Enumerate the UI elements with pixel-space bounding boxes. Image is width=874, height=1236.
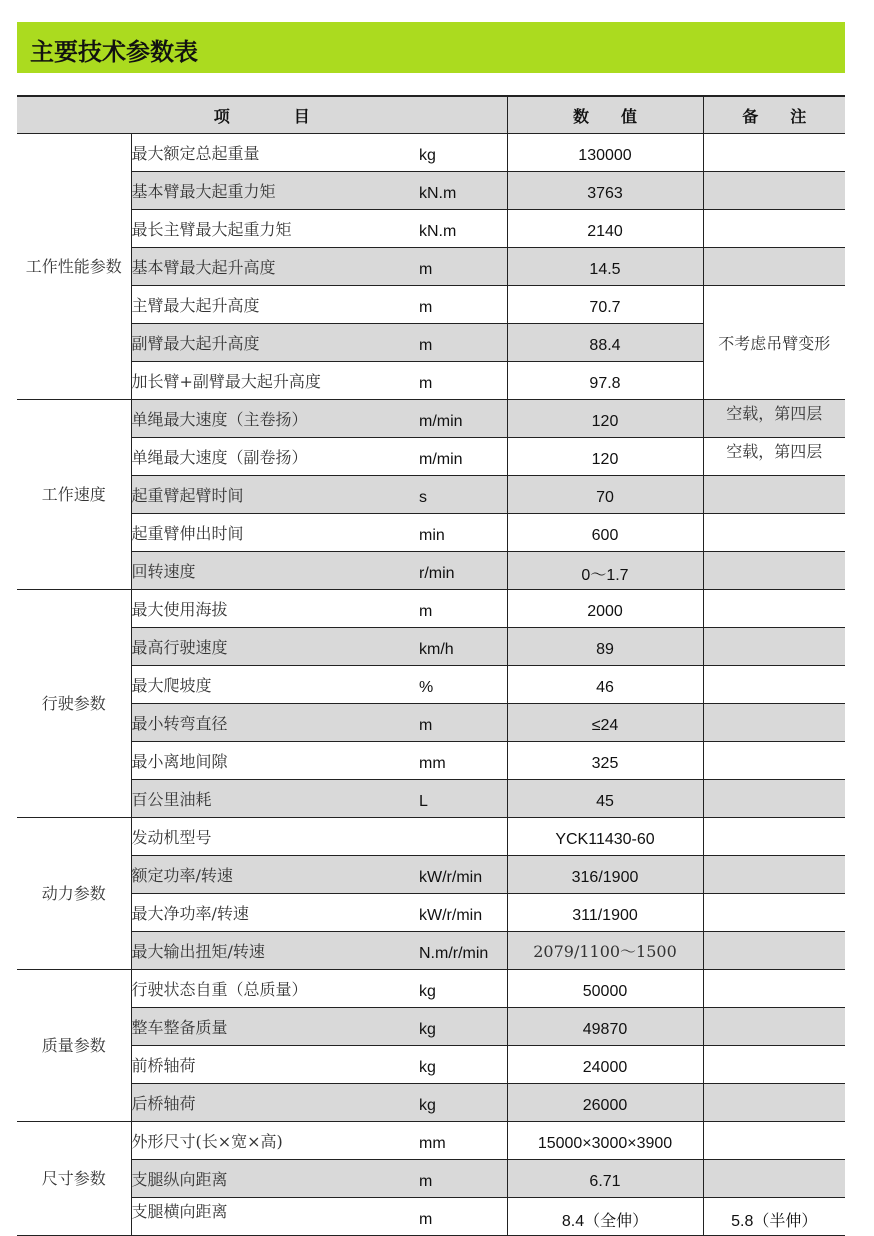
- header-value: 数 值: [507, 96, 703, 134]
- param-value: 120: [507, 438, 703, 476]
- param-name: 基本臂最大起重力矩: [131, 172, 419, 210]
- param-name: 额定功率/转速: [131, 856, 419, 894]
- param-value: 8.4（全伸）: [507, 1198, 703, 1236]
- table-row: [17, 666, 845, 704]
- spec-table: [17, 95, 845, 1236]
- table-row: [17, 818, 845, 856]
- param-unit: min: [419, 514, 507, 552]
- param-value: 50000: [507, 970, 703, 1008]
- param-value: 45: [507, 780, 703, 818]
- param-note: [703, 932, 845, 970]
- param-name: 最小离地间隙: [131, 742, 419, 780]
- category-cell: 尺寸参数: [17, 1122, 131, 1236]
- header-item: 项 目: [17, 96, 507, 134]
- param-note: [703, 1084, 845, 1122]
- param-unit: m/min: [419, 400, 507, 438]
- param-name: 单绳最大速度（主卷扬）: [131, 400, 419, 438]
- table-row: [17, 1008, 845, 1046]
- param-value: 70.7: [507, 286, 703, 324]
- param-unit: kg: [419, 970, 507, 1008]
- table-row: [17, 1122, 845, 1160]
- param-note: [703, 894, 845, 932]
- param-unit: m: [419, 362, 507, 400]
- param-unit: m: [419, 704, 507, 742]
- param-unit: kg: [419, 1046, 507, 1084]
- param-note: 空载，第四层: [703, 438, 845, 476]
- param-name: 加长臂+副臂最大起升高度: [131, 362, 419, 400]
- param-name: 行驶状态自重（总质量）: [131, 970, 419, 1008]
- param-value: 70: [507, 476, 703, 514]
- table-row: [17, 628, 845, 666]
- param-note: [703, 134, 845, 172]
- param-note: [703, 1046, 845, 1084]
- category-cell: 工作性能参数: [17, 134, 131, 400]
- table-row: [17, 286, 845, 324]
- param-unit: kg: [419, 1008, 507, 1046]
- table-row: [17, 742, 845, 780]
- param-unit: kN.m: [419, 210, 507, 248]
- param-note: [703, 818, 845, 856]
- param-unit: m: [419, 248, 507, 286]
- param-note: [703, 590, 845, 628]
- param-value: YCK11430-60: [507, 818, 703, 856]
- param-unit: m: [419, 286, 507, 324]
- param-name: 副臂最大起升高度: [131, 324, 419, 362]
- param-name: 发动机型号: [131, 818, 419, 856]
- param-unit: N.m/r/min: [419, 932, 507, 970]
- param-name: 最小转弯直径: [131, 704, 419, 742]
- table-row: [17, 552, 845, 590]
- param-unit: mm: [419, 742, 507, 780]
- category-cell: 动力参数: [17, 818, 131, 970]
- param-note: [703, 210, 845, 248]
- param-unit: kN.m: [419, 172, 507, 210]
- param-unit: %: [419, 666, 507, 704]
- param-unit: [419, 818, 507, 856]
- param-unit: r/min: [419, 552, 507, 590]
- param-unit: m/min: [419, 438, 507, 476]
- param-unit: L: [419, 780, 507, 818]
- param-value: 49870: [507, 1008, 703, 1046]
- table-row: [17, 780, 845, 818]
- param-note: [703, 742, 845, 780]
- param-note: [703, 172, 845, 210]
- param-value: 24000: [507, 1046, 703, 1084]
- param-value: 88.4: [507, 324, 703, 362]
- param-value: 3763: [507, 172, 703, 210]
- param-unit: kW/r/min: [419, 856, 507, 894]
- param-name: 起重臂伸出时间: [131, 514, 419, 552]
- param-note: [703, 1122, 845, 1160]
- param-unit: m: [419, 1198, 507, 1236]
- param-value: 130000: [507, 134, 703, 172]
- param-value: 316/1900: [507, 856, 703, 894]
- category-cell: 行驶参数: [17, 590, 131, 818]
- param-note: [703, 704, 845, 742]
- param-name: 最长主臂最大起重力矩: [131, 210, 419, 248]
- param-note: [703, 780, 845, 818]
- table-row: [17, 438, 845, 476]
- param-name: 支腿纵向距离: [131, 1160, 419, 1198]
- param-unit: m: [419, 590, 507, 628]
- param-name: 单绳最大速度（副卷扬）: [131, 438, 419, 476]
- table-row: [17, 1160, 845, 1198]
- param-value: 26000: [507, 1084, 703, 1122]
- param-unit: kW/r/min: [419, 894, 507, 932]
- param-value: 89: [507, 628, 703, 666]
- param-value: 311/1900: [507, 894, 703, 932]
- table-row: [17, 476, 845, 514]
- table-row: [17, 172, 845, 210]
- param-value: 2079/1100～1500: [507, 932, 703, 970]
- param-unit: m: [419, 324, 507, 362]
- param-unit: s: [419, 476, 507, 514]
- table-row: [17, 210, 845, 248]
- param-note: 不考虑吊臂变形: [703, 286, 845, 400]
- table-row: [17, 590, 845, 628]
- param-note: [703, 628, 845, 666]
- param-unit: mm: [419, 1122, 507, 1160]
- param-name: 主臂最大起升高度: [131, 286, 419, 324]
- param-name: 前桥轴荷: [131, 1046, 419, 1084]
- param-name: 最大使用海拔: [131, 590, 419, 628]
- table-row: [17, 514, 845, 552]
- page-title: 主要技术参数表: [30, 38, 198, 66]
- param-note: 空载，第四层: [703, 400, 845, 438]
- param-name: 最大额定总起重量: [131, 134, 419, 172]
- param-value: 120: [507, 400, 703, 438]
- param-value: 600: [507, 514, 703, 552]
- param-unit: m: [419, 1160, 507, 1198]
- param-value: 14.5: [507, 248, 703, 286]
- param-name: 支腿横向距离: [131, 1198, 419, 1236]
- param-name: 最大爬坡度: [131, 666, 419, 704]
- param-name: 回转速度: [131, 552, 419, 590]
- param-unit: kg: [419, 1084, 507, 1122]
- title-banner: [17, 22, 845, 73]
- param-note: 5.8（半伸）: [703, 1198, 845, 1236]
- table-row: [17, 704, 845, 742]
- table-row: [17, 134, 845, 172]
- table-header-row: [17, 96, 845, 134]
- param-name: 基本臂最大起升高度: [131, 248, 419, 286]
- param-note: [703, 514, 845, 552]
- param-value: 46: [507, 666, 703, 704]
- param-name: 外形尺寸(长×宽×高): [131, 1122, 419, 1160]
- param-note: [703, 1160, 845, 1198]
- param-name: 整车整备质量: [131, 1008, 419, 1046]
- param-note: [703, 666, 845, 704]
- param-value: 2140: [507, 210, 703, 248]
- param-note: [703, 856, 845, 894]
- header-note: 备 注: [703, 96, 845, 134]
- table-row: [17, 932, 845, 970]
- table-row: [17, 1084, 845, 1122]
- table-row: [17, 1198, 845, 1236]
- param-name: 最高行驶速度: [131, 628, 419, 666]
- param-value: 325: [507, 742, 703, 780]
- param-name: 最大净功率/转速: [131, 894, 419, 932]
- param-value: 6.71: [507, 1160, 703, 1198]
- param-value: 15000×3000×3900: [507, 1122, 703, 1160]
- param-name: 后桥轴荷: [131, 1084, 419, 1122]
- table-row: [17, 894, 845, 932]
- table-row: [17, 400, 845, 438]
- param-name: 起重臂起臂时间: [131, 476, 419, 514]
- category-cell: 工作速度: [17, 400, 131, 590]
- param-value: ≤24: [507, 704, 703, 742]
- table-row: [17, 856, 845, 894]
- param-value: 0～1.7: [507, 552, 703, 590]
- table-row: [17, 248, 845, 286]
- category-cell: 质量参数: [17, 970, 131, 1122]
- param-value: 97.8: [507, 362, 703, 400]
- table-row: [17, 1046, 845, 1084]
- param-note: [703, 552, 845, 590]
- param-value: 2000: [507, 590, 703, 628]
- param-note: [703, 970, 845, 1008]
- param-note: [703, 248, 845, 286]
- param-note: [703, 476, 845, 514]
- param-unit: km/h: [419, 628, 507, 666]
- param-note: [703, 1008, 845, 1046]
- param-name: 百公里油耗: [131, 780, 419, 818]
- param-name: 最大输出扭矩/转速: [131, 932, 419, 970]
- table-row: [17, 970, 845, 1008]
- param-unit: kg: [419, 134, 507, 172]
